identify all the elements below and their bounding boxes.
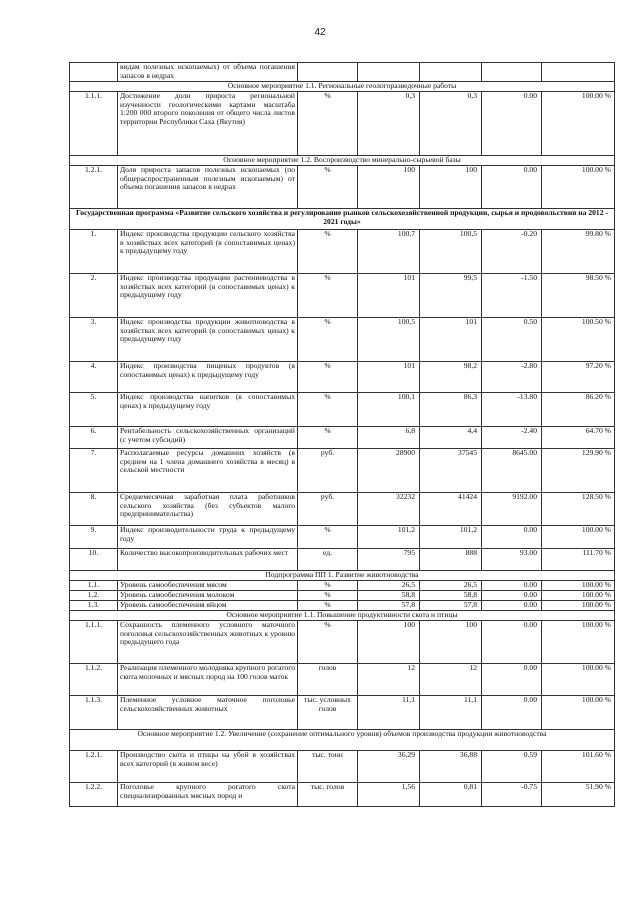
actual-value: 98,2: [420, 362, 482, 393]
row-number: 1.3.: [70, 601, 118, 611]
deviation: 8645.00: [482, 449, 542, 493]
indicator-name: Уровень самообеспечения мясом: [118, 581, 298, 591]
table-row: [70, 621, 615, 664]
planned-value: 58,8: [358, 591, 420, 601]
indicator-name: Уровень самообеспечения яйцом: [118, 601, 298, 611]
indicators-table: [69, 62, 615, 807]
completion-percent: 100.00 %: [542, 591, 615, 601]
table-row: [70, 166, 615, 209]
completion-percent: 100.00 %: [542, 166, 615, 209]
indicator-name: Производство скота и птицы на убой в хозяйствах всех категорий (в живом весе): [118, 751, 298, 783]
actual-value: 99,5: [420, 274, 482, 318]
table-row: [70, 601, 615, 611]
deviation: 0.00: [482, 92, 542, 156]
planned-value: 28900: [358, 449, 420, 493]
section-title: Основное мероприятие 1.2. Воспроизводство минерально-сырьевой базы: [70, 156, 615, 166]
completion-percent: 100.00 %: [542, 601, 615, 611]
indicator-name: Сохранность племенного условного маточного поголовья сельскохозяйственных животных к уровню предыдущего года: [118, 621, 298, 664]
section-row: [70, 156, 615, 166]
section-row: [70, 730, 615, 751]
section-title: Основное мероприятие 1.2. Увеличение (сохранение оптимального уровня) объемов производства продукции животноводства: [70, 730, 615, 751]
unit: %: [298, 393, 358, 427]
unit: тыс. условных голов: [298, 696, 358, 730]
indicator-name: Реализация племенного молодняка крупного рогатого скота молочных и мясных пород на 100 голов маток: [118, 664, 298, 696]
section-title: Подпрограмма ПП 1. Развитие животноводства: [70, 571, 615, 581]
actual-value: 100: [420, 166, 482, 209]
completion-percent: 86.20 %: [542, 393, 615, 427]
section-row: [70, 209, 615, 230]
planned-value: 100: [358, 621, 420, 664]
indicator-name: Индекс производства продукции растениеводства в хозяйствах всех категорий (в сопоставимых ценах) к предыдущему году: [118, 274, 298, 318]
section-title: Государственная программа «Развитие сельского хозяйства и регулирование рынков сельскохозяйственной продукции, сырья и продовольствия на 2012 - 2021 годы»: [70, 209, 615, 230]
planned-value: 100,1: [358, 393, 420, 427]
deviation: 93.00: [482, 549, 542, 571]
table-row: [70, 393, 615, 427]
deviation: -0.75: [482, 783, 542, 807]
planned-value: 100,5: [358, 318, 420, 362]
indicator-name: Среднемесячная заработная плата работников сельского хозяйства (без субъектов малого предпринимательства): [118, 493, 298, 526]
actual-value: 26,5: [420, 581, 482, 591]
unit: голов: [298, 664, 358, 696]
actual-value: 101,2: [420, 526, 482, 549]
actual-value: 11,1: [420, 696, 482, 730]
unit: %: [298, 274, 358, 318]
indicator-name: Индекс производительности труда к предыдущему году: [118, 526, 298, 549]
row-number: 5.: [70, 393, 118, 427]
planned-value: 795: [358, 549, 420, 571]
planned-value: 11,1: [358, 696, 420, 730]
row-number: 2.: [70, 274, 118, 318]
indicator-name: Рентабельность сельскохозяйственных организаций (с учетом субсидий): [118, 427, 298, 449]
section-title: Основное мероприятие 1.1. Региональные геологоразведочные работы: [70, 82, 615, 92]
completion-percent: 128.50 %: [542, 493, 615, 526]
row-number: 7.: [70, 449, 118, 493]
unit: %: [298, 166, 358, 209]
table-row: [70, 493, 615, 526]
deviation: -2.40: [482, 427, 542, 449]
deviation: -13.80: [482, 393, 542, 427]
section-title: Основное мероприятие 1.1. Повышение продуктивности скота и птицы: [70, 611, 615, 621]
deviation: [482, 63, 542, 82]
table-row: [70, 427, 615, 449]
actual-value: [420, 63, 482, 82]
completion-percent: [542, 63, 615, 82]
table-row: [70, 449, 615, 493]
indicator-name: Достижение доли прироста региональной изученности геологическими картами масштаба 1:200 000 второго поколения от общего числа листов территории Республики Саха (Якутия): [118, 92, 298, 156]
actual-value: 100,5: [420, 230, 482, 274]
unit: %: [298, 526, 358, 549]
unit: %: [298, 581, 358, 591]
completion-percent: 101.60 %: [542, 751, 615, 783]
indicator-name: Индекс производства продукции животноводства в хозяйствах всех категорий (в сопоставимых ценах) к предыдущему году: [118, 318, 298, 362]
actual-value: 101: [420, 318, 482, 362]
deviation: 0.00: [482, 581, 542, 591]
indicator-name: Племенное условное маточное поголовье сельскохозяйственных животных: [118, 696, 298, 730]
row-number: 1.2.1.: [70, 166, 118, 209]
table-row: [70, 783, 615, 807]
unit: %: [298, 591, 358, 601]
row-number: 1.: [70, 230, 118, 274]
section-row: [70, 611, 615, 621]
actual-value: 57,8: [420, 601, 482, 611]
row-number: 6.: [70, 427, 118, 449]
unit: руб.: [298, 493, 358, 526]
completion-percent: 111.70 %: [542, 549, 615, 571]
table-row: [70, 318, 615, 362]
actual-value: 37545: [420, 449, 482, 493]
completion-percent: 64.70 %: [542, 427, 615, 449]
page-number: 42: [314, 27, 326, 38]
unit: ед.: [298, 549, 358, 571]
indicator-name: Индекс производства продукции сельского хозяйства в хозяйствах всех категорий (в сопоставимых ценах) к предыдущему году: [118, 230, 298, 274]
actual-value: 36,88: [420, 751, 482, 783]
row-number: 1.1.3.: [70, 696, 118, 730]
unit: %: [298, 318, 358, 362]
planned-value: 101: [358, 274, 420, 318]
planned-value: 100: [358, 166, 420, 209]
actual-value: 86,3: [420, 393, 482, 427]
planned-value: 26,5: [358, 581, 420, 591]
row-number: 4.: [70, 362, 118, 393]
row-number: 1.1.: [70, 581, 118, 591]
unit: тыс. тонн: [298, 751, 358, 783]
deviation: -0.20: [482, 230, 542, 274]
unit: %: [298, 601, 358, 611]
completion-percent: 100.00 %: [542, 92, 615, 156]
row-number: 1.2.2.: [70, 783, 118, 807]
table-row: [70, 63, 615, 82]
unit: %: [298, 621, 358, 664]
deviation: 0.00: [482, 526, 542, 549]
completion-percent: 100.00 %: [542, 696, 615, 730]
indicator-name: Количество высокопроизводительных рабочих мест: [118, 549, 298, 571]
planned-value: 100,7: [358, 230, 420, 274]
planned-value: 101,2: [358, 526, 420, 549]
row-number: 1.1.1.: [70, 92, 118, 156]
actual-value: 0,81: [420, 783, 482, 807]
table-row: [70, 230, 615, 274]
deviation: -1.50: [482, 274, 542, 318]
completion-percent: 98.50 %: [542, 274, 615, 318]
row-number: 1.1.1.: [70, 621, 118, 664]
actual-value: 58,8: [420, 591, 482, 601]
planned-value: 36,29: [358, 751, 420, 783]
deviation: 0.00: [482, 696, 542, 730]
table-body: [70, 63, 615, 807]
actual-value: 100: [420, 621, 482, 664]
unit: %: [298, 92, 358, 156]
actual-value: 12: [420, 664, 482, 696]
planned-value: 12: [358, 664, 420, 696]
indicator-name: Индекс производства напитков (в сопоставимых ценах) к предыдущему году: [118, 393, 298, 427]
planned-value: 1,56: [358, 783, 420, 807]
completion-percent: 100.00 %: [542, 581, 615, 591]
row-number: 9.: [70, 526, 118, 549]
indicator-name: Уровень самообеспечения молоком: [118, 591, 298, 601]
row-number: 8.: [70, 493, 118, 526]
planned-value: 6,8: [358, 427, 420, 449]
section-row: [70, 82, 615, 92]
planned-value: 32232: [358, 493, 420, 526]
table-row: [70, 751, 615, 783]
completion-percent: 99.80 %: [542, 230, 615, 274]
deviation: 0.00: [482, 621, 542, 664]
completion-percent: 97.20 %: [542, 362, 615, 393]
table-row: [70, 92, 615, 156]
table-row: [70, 274, 615, 318]
indicator-name: Поголовье крупного рогатого скота специализированных мясных пород и: [118, 783, 298, 807]
row-number: 1.2.: [70, 591, 118, 601]
completion-percent: 100.00 %: [542, 526, 615, 549]
planned-value: [358, 63, 420, 82]
deviation: 0.00: [482, 664, 542, 696]
planned-value: 101: [358, 362, 420, 393]
deviation: 0.00: [482, 591, 542, 601]
indicator-name: видам полезных ископаемых) от объема погашения запасов в недрах: [118, 63, 298, 82]
table-row: [70, 591, 615, 601]
table-row: [70, 581, 615, 591]
completion-percent: 100.50 %: [542, 318, 615, 362]
unit: [298, 63, 358, 82]
row-number: [70, 63, 118, 82]
unit: руб.: [298, 449, 358, 493]
indicator-name: Располагаемые ресурсы домашних хозяйств (в среднем на 1 члена домашнего хозяйства в месяц) в сельской местности: [118, 449, 298, 493]
section-row: [70, 571, 615, 581]
deviation: 0.59: [482, 751, 542, 783]
unit: тыс. голов: [298, 783, 358, 807]
deviation: -2.80: [482, 362, 542, 393]
table-row: [70, 696, 615, 730]
completion-percent: 51.90 %: [542, 783, 615, 807]
planned-value: 0,3: [358, 92, 420, 156]
unit: %: [298, 362, 358, 393]
deviation: 0.50: [482, 318, 542, 362]
table-row: [70, 549, 615, 571]
actual-value: 0,3: [420, 92, 482, 156]
row-number: 1.2.1.: [70, 751, 118, 783]
completion-percent: 129.90 %: [542, 449, 615, 493]
unit: %: [298, 427, 358, 449]
indicator-name: Индекс производства пищевых продуктов (в сопоставимых ценах) к предыдущему году: [118, 362, 298, 393]
actual-value: 41424: [420, 493, 482, 526]
completion-percent: 100.00 %: [542, 621, 615, 664]
row-number: 10.: [70, 549, 118, 571]
row-number: 1.1.2.: [70, 664, 118, 696]
actual-value: 4,4: [420, 427, 482, 449]
table-row: [70, 362, 615, 393]
indicator-name: Доля прироста запасов полезных ископаемых (по общераспространенным полезным ископаемым) от объема погашения запасов в недрах: [118, 166, 298, 209]
planned-value: 57,8: [358, 601, 420, 611]
completion-percent: 100.00 %: [542, 664, 615, 696]
deviation: 0.00: [482, 166, 542, 209]
row-number: 3.: [70, 318, 118, 362]
unit: %: [298, 230, 358, 274]
table-row: [70, 526, 615, 549]
deviation: 0.00: [482, 601, 542, 611]
deviation: 9192.00: [482, 493, 542, 526]
table-row: [70, 664, 615, 696]
actual-value: 888: [420, 549, 482, 571]
